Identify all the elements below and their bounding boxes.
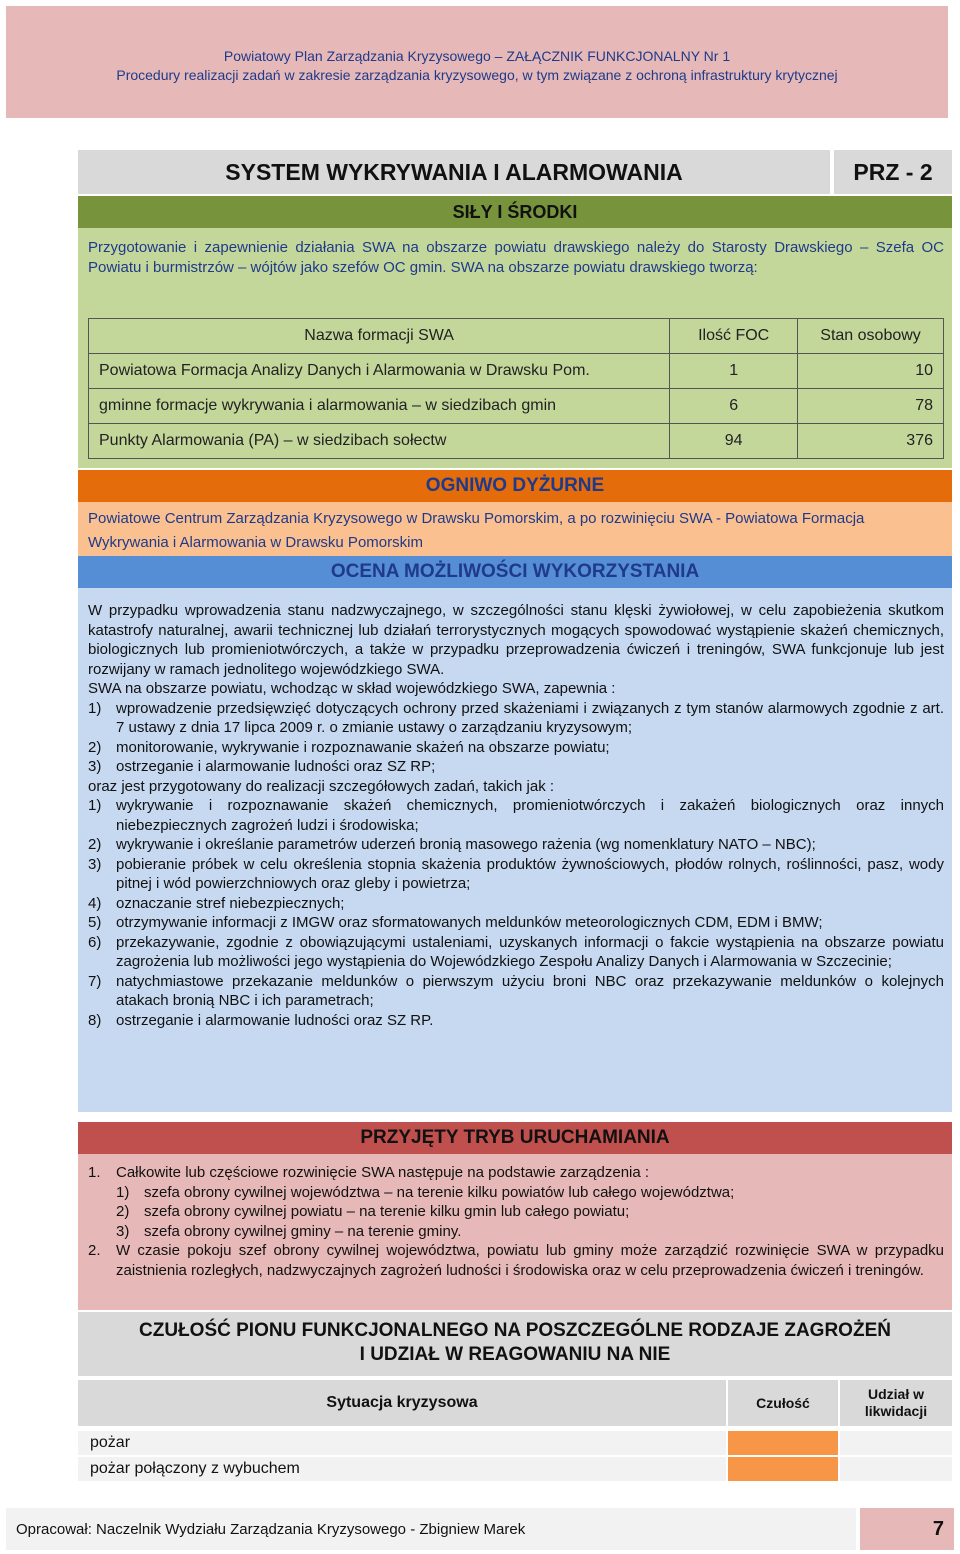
- list-text: otrzymywanie informacji z IMGW oraz sformatowanych meldunków meteorologicznych CDM, EDM i BMW;: [116, 914, 823, 931]
- table-header-row: [89, 319, 944, 354]
- col-header-name: Nazwa formacji SWA: [89, 319, 670, 354]
- list-text: wprowadzenie przedsięwzięć dotyczących ochrony przed skażeniami i związanych z tym stanów alarmowych zgodnie z art. 7 ustawy z dnia 17 lipca 2009 r. o zmianie ustawy o zarządzaniu kryzysowym;: [116, 699, 944, 736]
- list-number: 4): [88, 894, 102, 912]
- section-heading-ogniwo: OGNIWO DYŻURNE: [78, 470, 952, 502]
- tryb-content: [88, 1163, 944, 1280]
- col-header-foc: Ilość FOC: [670, 319, 798, 354]
- cell-foc: 1: [670, 354, 798, 389]
- list-item: [88, 738, 944, 758]
- list-text: monitorowanie, wykrywanie i rozpoznawanie skażeń na obszarze powiatu;: [116, 738, 610, 756]
- header-line-1: Powiatowy Plan Zarządzania Kryzysowego – ZAŁĄCZNIK FUNKCJONALNY Nr 1: [223, 48, 731, 64]
- list-item: [88, 835, 944, 855]
- list-number: 1.: [88, 1164, 101, 1181]
- sily-intro-text: Przygotowanie i zapewnienie działania SWA na obszarze powiatu drawskiego należy do Starosty Drawskiego – Szefa OC Powiatu i burmistrzów – wójtów jako szefów OC gmin. SWA na obszarze powiatu drawskiego tworzą:: [88, 239, 944, 276]
- sub-list-item: [88, 1222, 944, 1242]
- list-item: [88, 933, 944, 972]
- page-number: 7: [860, 1508, 954, 1550]
- list-item: [88, 913, 944, 933]
- table-row: [89, 354, 944, 389]
- list-item: [88, 1163, 944, 1183]
- list-number: 2.: [88, 1242, 101, 1259]
- cell-staff: 78: [798, 389, 944, 424]
- list-text: wykrywanie i rozpoznawanie skażeń chemicznych, promieniotwórczych i zakażeń biologicznych oraz innych niebezpiecznych zagrożeń ludzi i środowiska;: [116, 797, 944, 834]
- cell-name: Punkty Alarmowania (PA) – w siedzibach sołectw: [89, 424, 670, 459]
- list-number: 2): [88, 738, 102, 756]
- document-title: SYSTEM WYKRYWANIA I ALARMOWANIA: [78, 150, 830, 194]
- list-number: 6): [88, 933, 102, 951]
- document-code: PRZ - 2: [834, 150, 952, 194]
- list-number: 3): [88, 758, 102, 775]
- czulosc-title-line-2: I UDZIAŁ W REAGOWANIU NA NIE: [359, 1344, 671, 1365]
- table-row: [89, 424, 944, 459]
- cell-staff: 10: [798, 354, 944, 389]
- list-text: wykrywanie i określanie parametrów uderzeń bronią masowego rażenia (wg nomenklatury NATO – NBC);: [116, 836, 816, 853]
- ocena-content: [88, 601, 944, 1030]
- ogniwo-text: Powiatowe Centrum Zarządzania Kryzysowego w Drawsku Pomorskim, a po rozwinięciu SWA - Powiatowa Formacja Wykrywania i Alarmowania w Drawsku Pomorskim: [88, 510, 865, 551]
- cell-foc: 6: [670, 389, 798, 424]
- sub-list-item: [88, 1183, 944, 1203]
- cell-name: Powiatowa Formacja Analizy Danych i Alarmowania w Drawsku Pom.: [89, 354, 670, 389]
- sensitivity-cell: [728, 1457, 838, 1481]
- list-number: 8): [88, 1011, 102, 1029]
- list-number: 3): [116, 1222, 130, 1240]
- list-text: ostrzeganie i alarmowanie ludności oraz SZ RP.: [116, 1011, 434, 1029]
- section-heading-tryb: PRZYJĘTY TRYB URUCHAMIANIA: [78, 1122, 952, 1154]
- cell-foc: 94: [670, 424, 798, 459]
- list-text: W czasie pokoju szef obrony cywilnej województwa, powiatu lub gminy może zarządzić rozwinięcie SWA w przypadku zaistnienia rozległych, nadzwyczajnych zagrożeń ludności i środowiska oraz w celu przeprowadzenia ćwiczeń i treningów.: [116, 1242, 944, 1279]
- col-header-sensitivity: Czułość: [728, 1380, 838, 1426]
- list-text: natychmiastowe przekazanie meldunków o pierwszym użyciu broni NBC oraz przekazywanie meldunków o kolejnych atakach bronią NBC i ich parametrach;: [116, 972, 944, 1009]
- list-number: 1): [88, 699, 102, 717]
- col-header-participation: Udział w likwidacji: [840, 1380, 952, 1426]
- situation-row-label: pożar połączony z wybuchem: [78, 1457, 726, 1481]
- sensitivity-cell: [728, 1431, 838, 1455]
- list-text: szefa obrony cywilnej województwa – na terenie kilku powiatów lub całego województwa;: [144, 1183, 735, 1201]
- list-item: [88, 699, 944, 738]
- cell-name: gminne formacje wykrywania i alarmowania – w siedzibach gmin: [89, 389, 670, 424]
- table-row: [89, 389, 944, 424]
- list-item: [88, 757, 944, 777]
- page-header: [6, 6, 948, 118]
- list-text: pobieranie próbek w celu określenia stopnia skażenia produktów żywnościowych, płodów rolnych, roślinności, pasz, wody pitnej i wód powierzchniowych oraz gleby i powietrza;: [116, 855, 944, 892]
- czulosc-title: [78, 1319, 952, 1367]
- list-item: [88, 1011, 944, 1031]
- list-item: [88, 972, 944, 1011]
- col-header-staff: Stan osobowy: [798, 319, 944, 354]
- cell-staff: 376: [798, 424, 944, 459]
- participation-cell: [840, 1457, 952, 1481]
- list-number: 2): [88, 836, 102, 853]
- list-number: 2): [116, 1203, 130, 1220]
- list-number: 3): [88, 855, 102, 873]
- footer-author: Opracował: Naczelnik Wydziału Zarządzania Kryzysowego - Zbigniew Marek: [6, 1508, 856, 1550]
- ocena-paragraph-3: oraz jest przygotowany do realizacji szczegółowych zadań, takich jak :: [88, 777, 555, 795]
- list-text: Całkowite lub częściowe rozwinięcie SWA następuje na podstawie zarządzenia :: [116, 1164, 650, 1181]
- section-heading-ocena: OCENA MOŻLIWOŚCI WYKORZYSTANIA: [78, 556, 952, 588]
- list-number: 5): [88, 914, 102, 931]
- list-text: szefa obrony cywilnej powiatu – na terenie kilku gmin lub całego powiatu;: [144, 1203, 630, 1220]
- list-text: przekazywanie, zgodnie z obowiązującymi ustaleniami, uzyskanych informacji o fakcie wystąpienia na obszarze powiatu zagrożenia lub możliwości jego wystąpienia do Wojewódzkiego Zespołu Analizy Danych i Alarmowania w Szczecinie;: [116, 933, 944, 970]
- list-text: ostrzeganie i alarmowanie ludności oraz SZ RP;: [116, 758, 436, 775]
- swa-table: [88, 318, 944, 459]
- list-item: [88, 855, 944, 894]
- list-item: [88, 1241, 944, 1280]
- ocena-paragraph-2: SWA na obszarze powiatu, wchodząc w skład wojewódzkiego SWA, zapewnia :: [88, 680, 616, 697]
- ocena-paragraph-1: W przypadku wprowadzenia stanu nadzwyczajnego, w szczególności stanu klęski żywiołowej, w celu zapobieżenia skutkom katastrofy naturalnej, awarii technicznej lub działań terrorystycznych mogących spowodować wystąpienie skażeń chemicznych, biologicznych lub promieniotwórczych, a także w przypadku przeprowadzenia ćwiczeń i treningów, SWA funkcjonuje lub jest rozwijany w ramach jednolitego wojewódzkiego SWA.: [88, 602, 944, 678]
- list-number: 1): [88, 797, 102, 814]
- sub-list-item: [88, 1202, 944, 1222]
- list-text: szefa obrony cywilnej gminy – na terenie gminy.: [144, 1222, 462, 1240]
- czulosc-title-line-1: CZUŁOŚĆ PIONU FUNKCJONALNEGO NA POSZCZEGÓLNE RODZAJE ZAGROŻEŃ: [139, 1320, 891, 1341]
- list-item: [88, 894, 944, 914]
- situation-row-label: pożar: [78, 1431, 726, 1455]
- list-item: [88, 796, 944, 835]
- header-line-2: Procedury realizacji zadań w zakresie zarządzania kryzysowego, w tym związane z ochroną infrastruktury krytycznej: [116, 67, 838, 83]
- participation-cell: [840, 1431, 952, 1455]
- list-text: oznaczanie stref niebezpiecznych;: [116, 894, 345, 912]
- col-header-situation: Sytuacja kryzysowa: [78, 1380, 726, 1426]
- section-heading-sily: SIŁY I ŚRODKI: [78, 196, 952, 228]
- list-number: 7): [88, 972, 102, 990]
- list-number: 1): [116, 1183, 130, 1201]
